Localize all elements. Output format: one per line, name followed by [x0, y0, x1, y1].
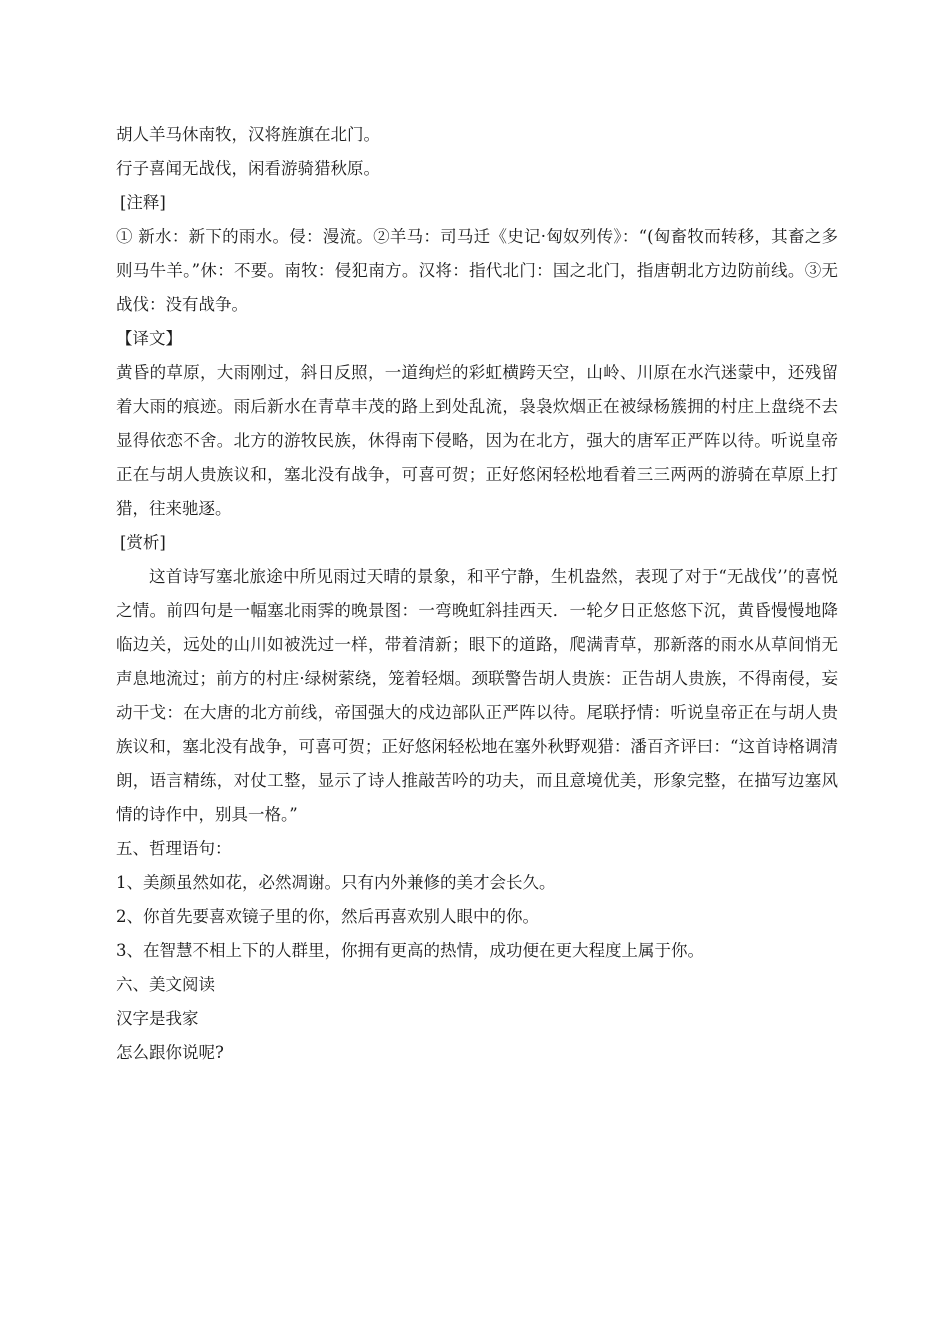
reading-title: 汉字是我家	[116, 1009, 199, 1028]
poem-line-6: 行子喜闻无战伐，闲看游骑猎秋原。	[116, 159, 380, 178]
reading-heading: 六、美文阅读	[116, 975, 215, 994]
notes-text: ① 新水：新下的雨水。侵：漫流。②羊马：司马迁《史记·匈奴列传》：“(匈畜牧而转移，其畜之多则马牛羊。”休：不要。南牧：侵犯南方。汉将：指代北门：国之北门，指唐朝北方边防前线。③无战伐：没有战争。	[116, 227, 838, 314]
translation-text: 黄昏的草原，大雨刚过，斜日反照，一道绚烂的彩虹横跨天空，山岭、川原在水汽迷蒙中，还残留着大雨的痕迹。雨后新水在青草丰茂的路上到处乱流，袅袅炊烟正在被绿杨簇拥的村庄上盘绕不去显得依恋不舍。北方的游牧民族，休得南下侵略，因为在北方，强大的唐军正严阵以待。听说皇帝正在与胡人贵族议和，塞北没有战争，可喜可贺；正好悠闲轻松地看着三三两两的游骑在草原上打猎，往来驰逐。	[116, 363, 838, 518]
philosophy-item: 2、你首先要喜欢镜子里的你，然后再喜欢别人眼中的你。	[116, 907, 539, 926]
philosophy-item: 1、美颜虽然如花，必然凋谢。只有内外兼修的美才会长久。	[116, 873, 556, 892]
notes-heading: [注释]	[120, 193, 166, 212]
philosophy-heading: 五、哲理语句：	[116, 839, 232, 858]
appreciation-text: 这首诗写塞北旅途中所见雨过天晴的景象，和平宁静，生机盎然，表现了对于“无战伐’’的喜悦之情。前四句是一幅塞北雨霁的晚景图：一弯晚虹斜挂西天．一轮夕日正悠悠下沉，黄昏慢慢地降临边关，远处的山川如被洗过一样，带着清新；眼下的道路，爬满青草，那新落的雨水从草间悄无声息地流过；前方的村庄·绿树萦绕，笼着轻烟。颈联警告胡人贵族：正告胡人贵族，不得南侵，妄动干戈：在大唐的北方前线，帝国强大的戍边部队正严阵以待。尾联抒情：听说皇帝正在与胡人贵族议和，塞北没有战争，可喜可贺；正好悠闲轻松地在塞外秋野观猎：潘百齐评曰：“这首诗格调清朗，语言精练，对仗工整，显示了诗人推敲苦吟的功夫，而且意境优美，形象完整，在描写边塞风情的诗作中，别具一格。”	[116, 567, 838, 824]
document-page	[116, 118, 838, 1070]
translation-heading: 【译文】	[116, 329, 182, 348]
appreciation-heading: [赏析]	[120, 533, 166, 552]
philosophy-item: 3、在智慧不相上下的人群里，你拥有更高的热情，成功便在更大程度上属于你。	[116, 941, 704, 960]
poem-line-5: 胡人羊马休南牧，汉将旌旗在北门。	[116, 125, 380, 144]
reading-first-line: 怎么跟你说呢?	[116, 1043, 224, 1062]
